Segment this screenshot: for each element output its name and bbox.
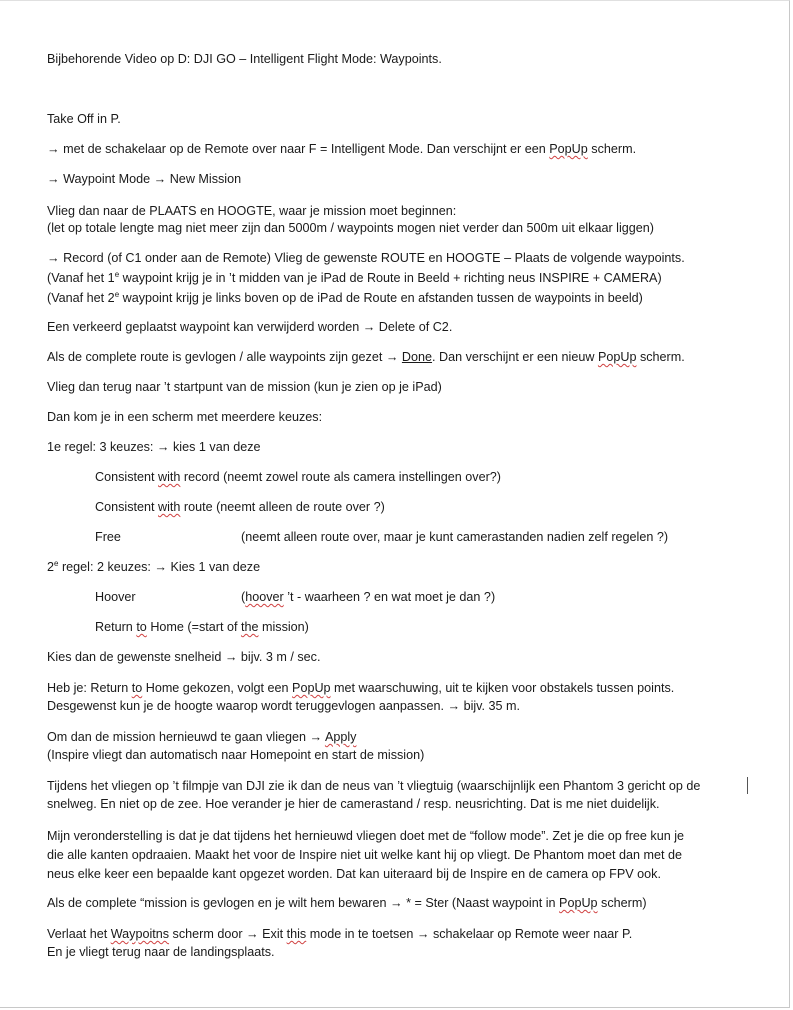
spell-error-with[interactable]: with [158,500,181,514]
paragraph-save: Als de complete “mission is gevlogen en je wilt hem bewaren → * = Ster (Naast waypoint in PopUp scherm) [47,896,647,910]
text-cursor [747,777,748,794]
paragraph-return-home-line2: Desgewenst kun je de hoogte waarop wordt teruggevlogen aanpassen. → bijv. 35 m. [47,699,521,713]
paragraph-rule-1: 1e regel: 3 keuzes: → kies 1 van deze [47,440,261,454]
paragraph-mijn-line1: Mijn veronderstelling is dat je dat tijdens het hernieuwd vliegen doet met de “follow mode”. Zet je die op free kun je [47,829,685,843]
paragraph-choices: Dan kom je in een scherm met meerdere keuzes: [47,410,323,424]
paragraph-fly-line2: (let op totale lengte mag niet meer zijn dan 5000m / waypoints mogen niet verder dan 500m uit elkaar liggen) [47,221,654,235]
spell-error-apply[interactable]: Apply [324,730,357,744]
spell-error-popup[interactable]: PopUp [549,142,588,156]
paragraph-apply-line2: (Inspire vliegt dan automatisch naar Homepoint en start de mission) [47,748,425,762]
spell-error-popup[interactable]: PopUp [597,350,637,364]
doc-title: Bijbehorende Video op D: DJI GO – Intelligent Flight Mode: Waypoints. [47,52,442,66]
paragraph-mijn-line2: die alle kanten opdraaien. Maakt het voor de Inspire niet uit welke kant hij op vliegt. De Phantom moet dan met de [47,848,682,862]
paragraph-done: Als de complete route is gevlogen / alle waypoints zijn gezet → Done. Dan verschijnt er een nieuw PopUp scherm. [47,350,685,364]
spell-error-hoover[interactable]: hoover [245,590,284,604]
paragraph-return-home-line1: Heb je: Return to Home gekozen, volgt een PopUp met waarschuwing, uit te kijken voor obstakels tussen points. [47,681,675,695]
option-consistent-record: Consistent with record (neemt zowel route als camera instellingen over?) [95,470,501,484]
paragraph-record: → Record (of C1 onder aan de Remote) Vlieg de gewenste ROUTE en HOOGTE – Plaats de volgende waypoints. [47,251,685,265]
paragraph-apply-line1: Om dan de mission hernieuwd te gaan vliegen → Apply [47,730,357,744]
paragraph-delete: Een verkeerd geplaatst waypoint kan verwijderd worden → Delete of C2. [47,320,453,334]
spell-error-popup[interactable]: PopUp [292,681,331,695]
spell-error-popup[interactable]: PopUp [559,896,598,910]
paragraph-vanaf-2: (Vanaf het 2e waypoint krijg je links boven op de iPad de Route en afstanden tussen de waypoints in beeld) [47,289,643,305]
spell-error-to[interactable]: to [136,620,147,634]
option-consistent-route: Consistent with route (neemt alleen de route over ?) [95,500,385,514]
option-free: Free [95,530,121,544]
option-hoover-description: (hoover ’t - waarheen ? en wat moet je dan ?) [241,590,496,604]
paragraph-switch: → met de schakelaar op de Remote over naar F = Intelligent Mode. Dan verschijnt er een PopUp scherm. [47,142,637,156]
option-free-description: (neemt alleen route over, maar je kunt camerastanden nadien zelf regelen ?) [241,530,669,544]
paragraph-waypoint-mode: → Waypoint Mode → New Mission [47,172,242,186]
spell-error-with[interactable]: with [158,470,181,484]
paragraph-vanaf-1: (Vanaf het 1e waypoint krijg je in ’t midden van je iPad de Route in Beeld + richting neus INSPIRE + CAMERA) [47,269,662,285]
paragraph-speed: Kies dan de gewenste snelheid → bijv. 3 m / sec. [47,650,321,664]
paragraph-fly-line1: Vlieg dan naar de PLAATS en HOOGTE, waar je mission moet beginnen: [47,204,457,218]
option-hoover: Hoover [95,590,136,604]
paragraph-fly-back: Vlieg dan terug naar ’t startpunt van de mission (kun je zien op je iPad) [47,380,442,394]
paragraph-leave-line2: En je vliegt terug naar de landingsplaats. [47,945,275,959]
spell-error-waypoitns[interactable]: Waypoitns [110,927,170,941]
paragraph-takeoff: Take Off in P. [47,112,121,126]
paragraph-rule-2: 2e regel: 2 keuzes: → Kies 1 van deze [47,558,261,574]
paragraph-tijdens-line1: Tijdens het vliegen op ’t filmpje van DJI zie ik dan de neus van ’t vliegtuig (waarschijnlijk een Phantom 3 gericht op de [47,779,701,793]
spell-error-this[interactable]: this [286,927,307,941]
paragraph-tijdens-line2: snelweg. En niet op de zee. Hoe verander je hier de camerastand / resp. neusrichting. Dat is me niet duidelijk. [47,797,660,811]
paragraph-leave-line1: Verlaat het Waypoitns scherm door → Exit this mode in te toetsen → schakelaar op Remote weer naar P. [47,927,633,941]
paragraph-mijn-line3: neus elke keer een bepaalde kant opgezet worden. Dat kan uiteraard bij de Inspire en de camera op FPV ook. [47,867,661,881]
spell-error-the[interactable]: the [240,620,259,634]
option-return-to-home: Return to Home (=start of the mission) [95,620,309,634]
spell-error-to[interactable]: to [131,681,143,695]
